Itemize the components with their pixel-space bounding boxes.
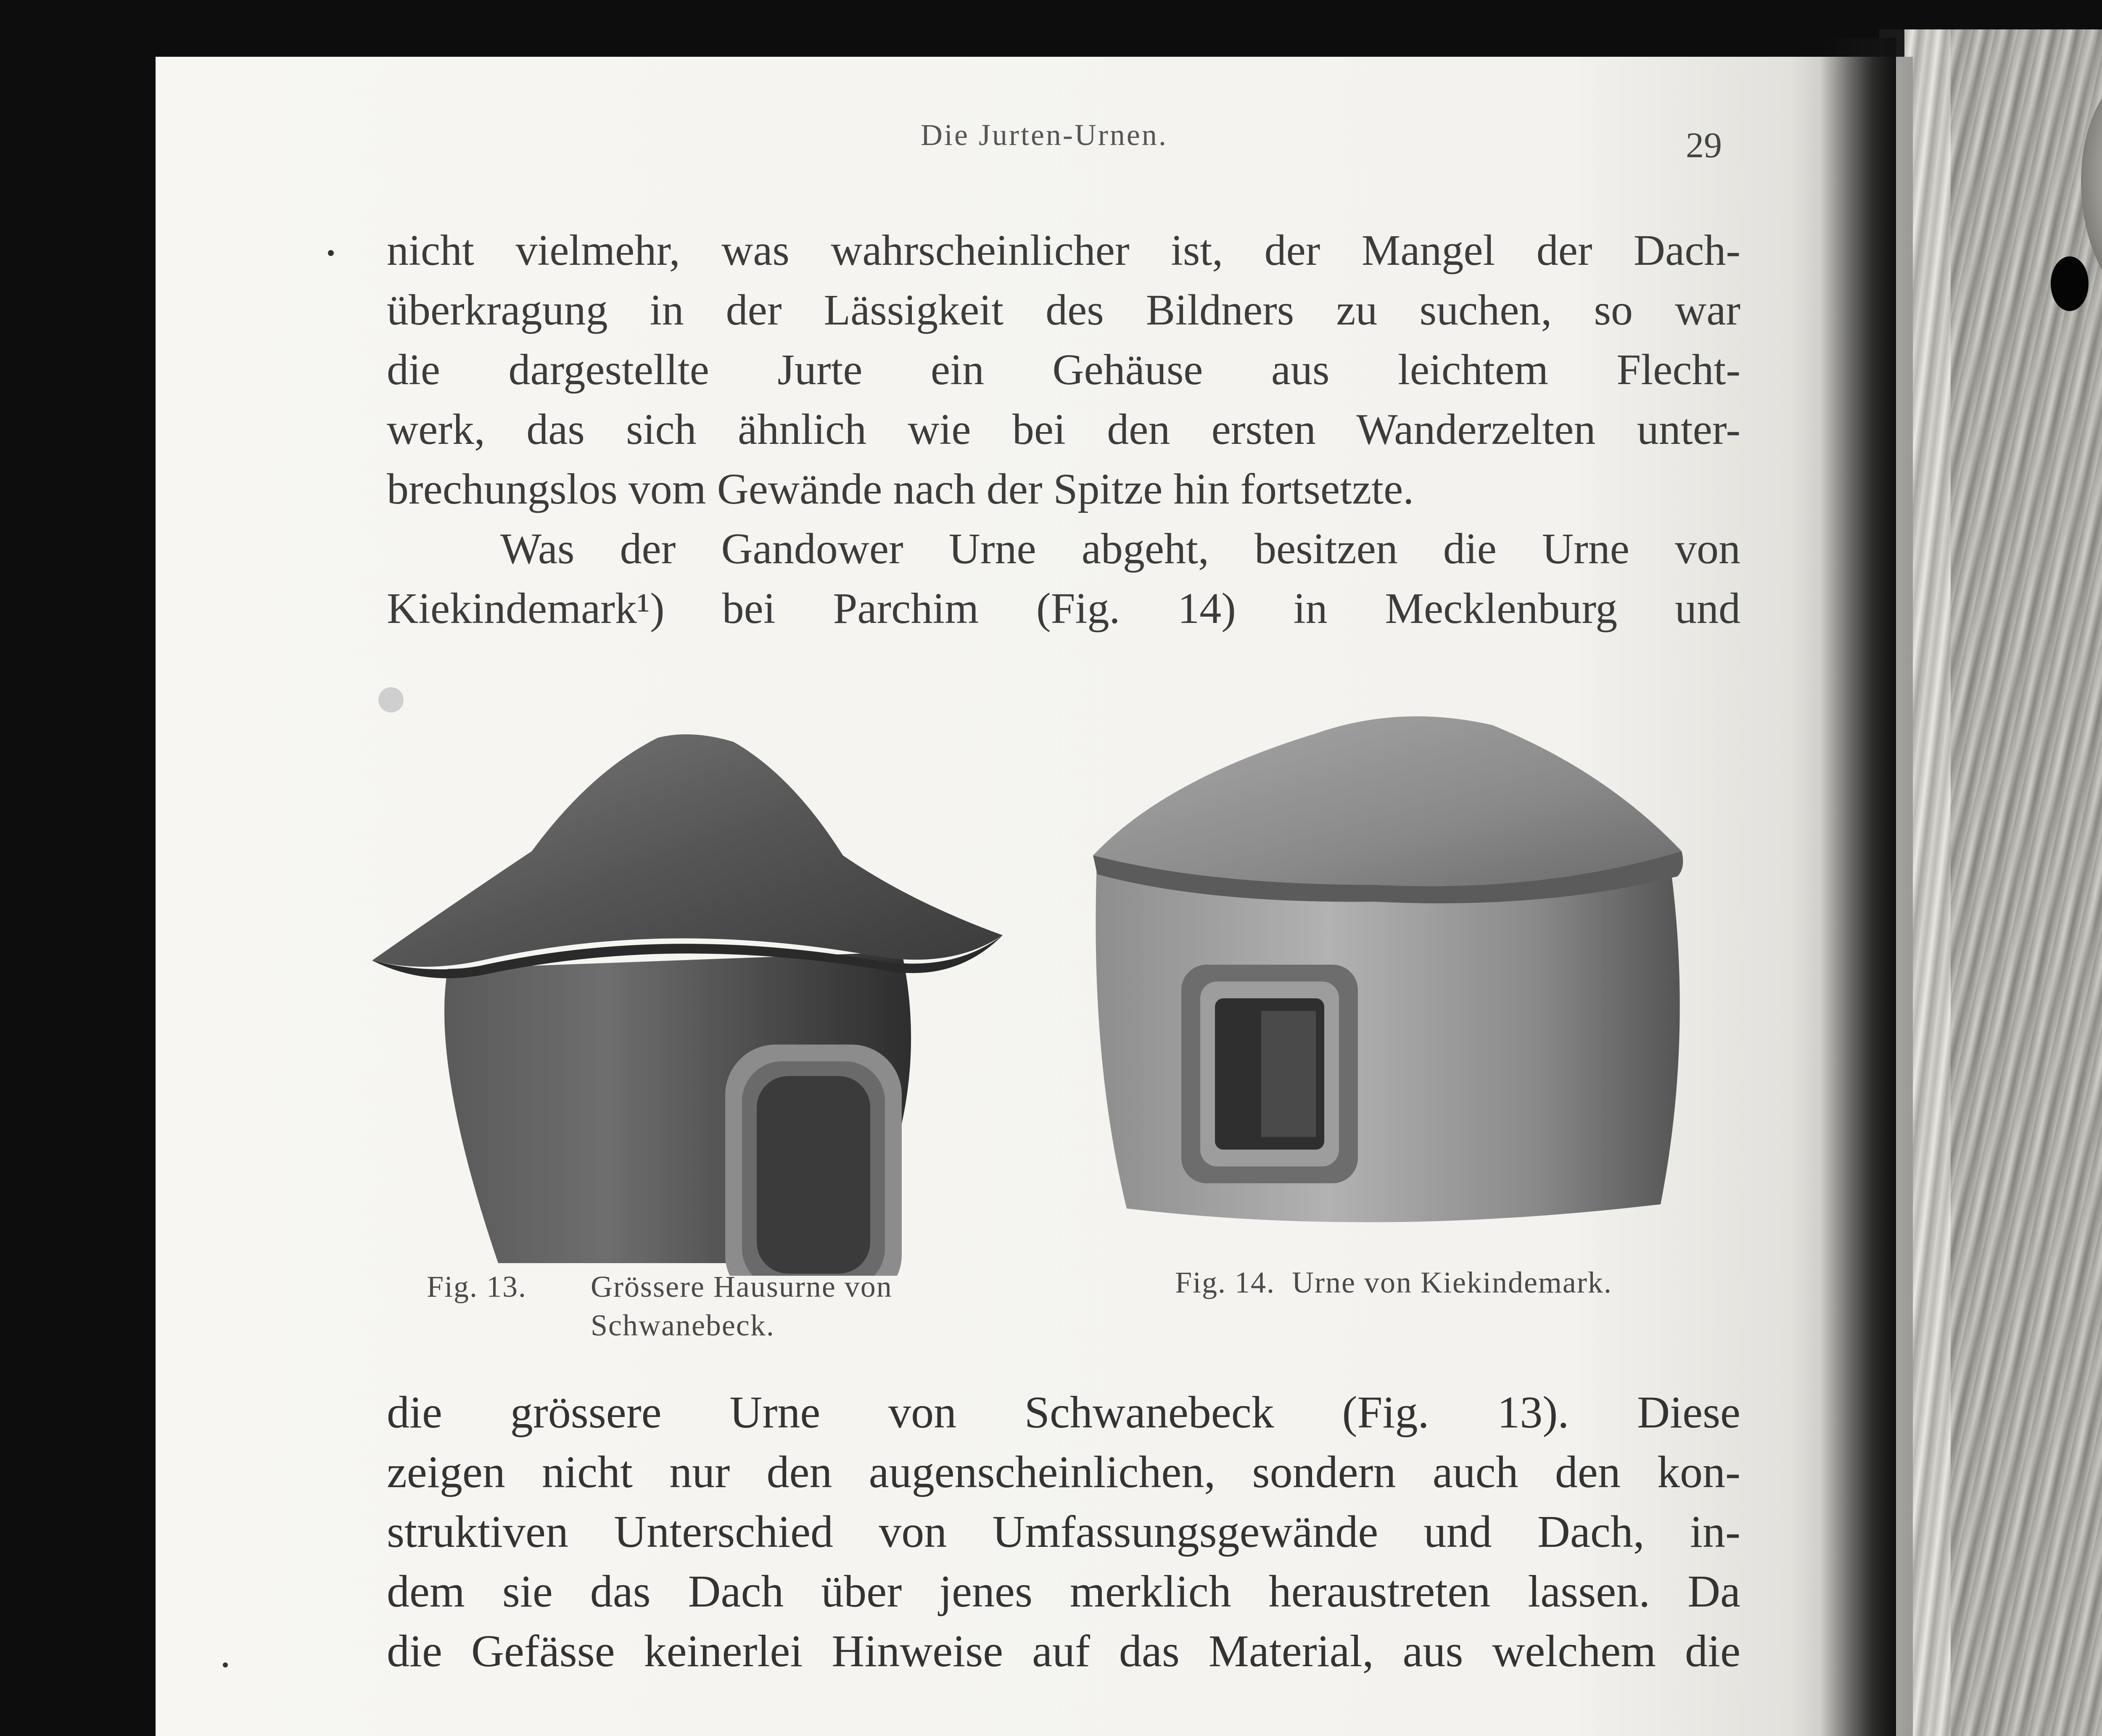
running-title: Die Jurten-Urnen.	[921, 118, 1168, 152]
figure-13-caption-line: Schwanebeck.	[591, 1309, 775, 1342]
paragraph-top	[387, 221, 1740, 638]
text-line: die grössere Urne von Schwanebeck (Fig. 13). Diese	[387, 1388, 1740, 1438]
dust-speck	[378, 687, 404, 712]
figure-13-number: Fig. 13.	[427, 1270, 527, 1303]
text-line: Was der Gandower Urne abgeht, besitzen die Urne von	[500, 525, 1740, 573]
figure-13-caption	[591, 1267, 1003, 1345]
figure-14-caption-text: Urne von Kiekindemark.	[1292, 1266, 1612, 1299]
figure-14-number: Fig. 14.	[1175, 1266, 1275, 1299]
dust-speck	[328, 250, 334, 256]
nail-hole	[2051, 256, 2089, 311]
figure-13-urn-image	[372, 666, 1087, 1276]
text-line: die Gefässe keinerlei Hinweise auf das Material, aus welchem die	[387, 1626, 1740, 1676]
figure-14-caption	[1175, 1263, 1612, 1302]
text-line: dem sie das Dach über jenes merklich heraustreten lassen. Da	[387, 1567, 1740, 1617]
page-edge-shadow	[1820, 38, 1896, 1736]
text-line: überkragung in der Lässigkeit des Bildners zu suchen, so war	[387, 286, 1740, 334]
text-line: die dargestellte Jurte ein Gehäuse aus leichtem Flecht-	[387, 346, 1740, 394]
text-line: brechungslos vom Gewände nach der Spitze hin fortsetzte.	[387, 465, 1414, 513]
text-line: Kiekindemark¹) bei Parchim (Fig. 14) in Mecklenburg und	[387, 584, 1740, 633]
text-line: struktiven Unterschied von Umfassungsgewände und Dach, in-	[387, 1507, 1740, 1557]
figure-13-caption-line: Grössere Hausurne von	[591, 1270, 893, 1303]
figure-14-urn-image	[1080, 675, 1753, 1263]
text-line: werk, das sich ähnlich wie bei den ersten Wanderzelten unter-	[387, 405, 1740, 454]
paragraph-bottom	[387, 1383, 1740, 1681]
book-page	[156, 57, 1913, 1736]
text-line: nicht vielmehr, was wahrscheinlicher ist, der Mangel der Dach-	[387, 226, 1740, 274]
page-number: 29	[1686, 125, 1722, 165]
dust-speck	[223, 1662, 228, 1667]
text-line: zeigen nicht nur den augenscheinlichen, sondern auch den kon-	[387, 1447, 1740, 1497]
